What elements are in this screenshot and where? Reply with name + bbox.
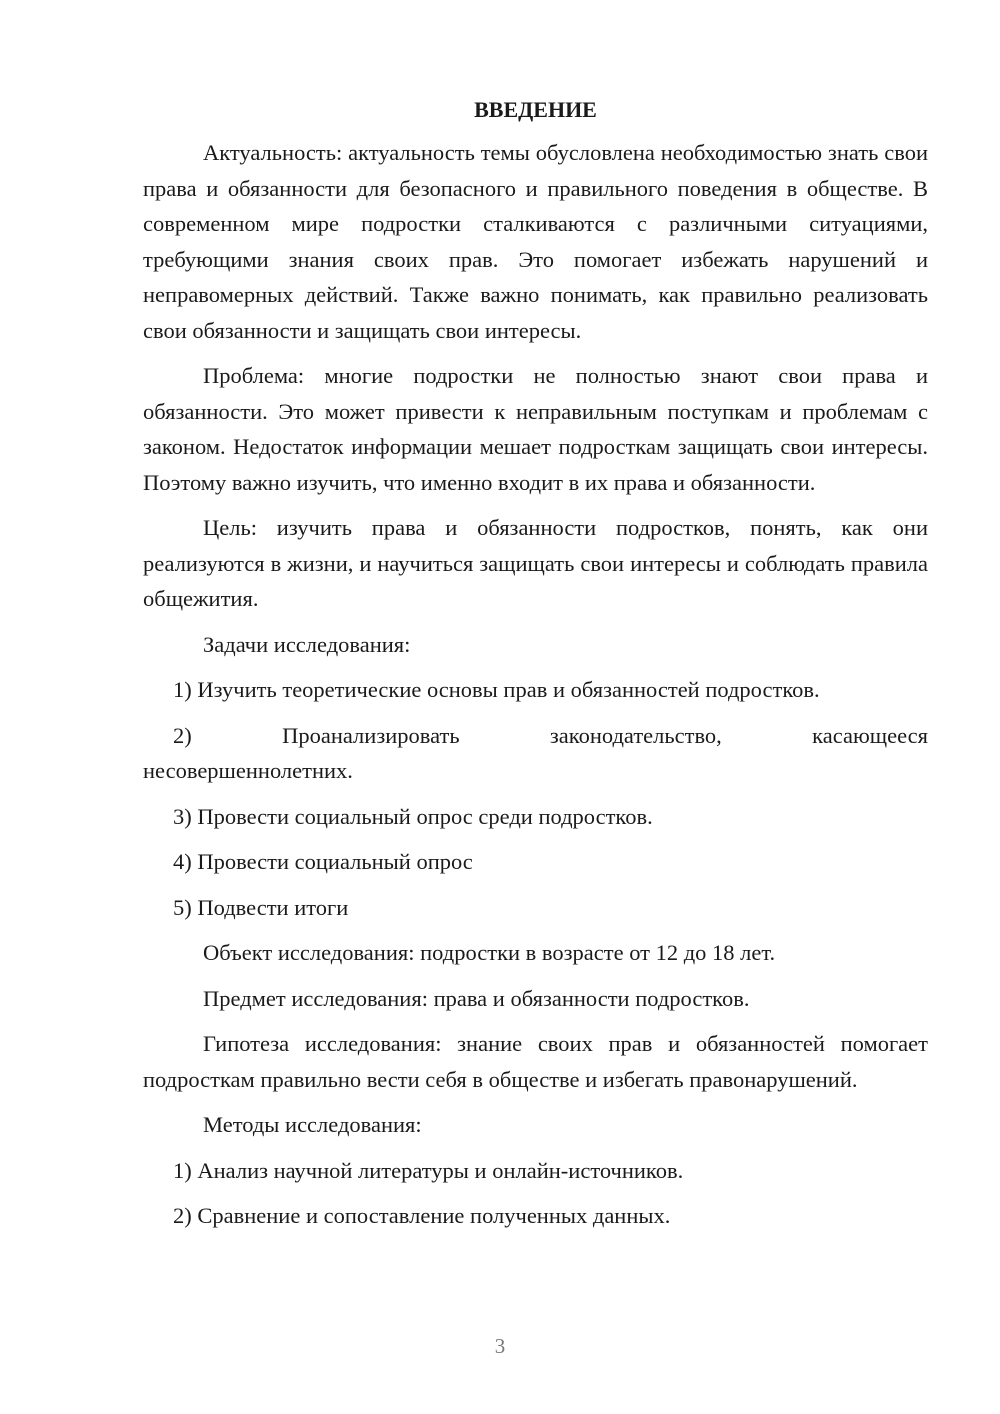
task-item-5: 5) Подвести итоги (173, 894, 349, 920)
page-title: ВВЕДЕНИЕ (474, 97, 597, 122)
task-item-2-word: законодательство, (549, 722, 722, 748)
goal-paragraph: Цель: изучить права и обязанности подростков, понять, как они реализуются в жизни, и научиться защищать свои интересы и соблюдать правила общежития. (143, 515, 928, 611)
object-line: Объект исследования: подростки в возрасте от 12 до 18 лет. (203, 940, 776, 965)
task-item-4: 4) Провести социальный опрос (173, 849, 473, 874)
method-item-1: 1) Анализ научной литературы и онлайн-источников. (173, 1157, 684, 1183)
methods-heading: Методы исследования: (203, 1112, 422, 1137)
page-number: 3 (494, 1334, 506, 1358)
method-item-2: 2) Сравнение и сопоставление полученных данных. (173, 1203, 671, 1228)
task-item-2-continuation: несовершеннолетних. (143, 758, 353, 783)
document-page (143, 92, 928, 1244)
task-item-2-word: 2) (173, 722, 192, 748)
task-item-2 (143, 718, 928, 789)
task-item-3: 3) Провести социальный опрос среди подростков. (173, 803, 653, 829)
task-item-1: 1) Изучить теоретические основы прав и обязанностей подростков. (173, 677, 820, 702)
task-item-2-word: касающееся (812, 722, 928, 748)
problem-paragraph: Проблема: многие подростки не полностью знают свои права и обязанности. Это может привести к неправильным поступкам и проблемам с законом. Недостаток информации мешает подросткам защищать свои интересы. Поэтому важно изучить, что именно входит в их права и обязанности. (143, 363, 928, 495)
task-item-2-first-line (143, 718, 928, 754)
hypothesis-paragraph: Гипотеза исследования: знание своих прав и обязанностей помогает подросткам правильно вести себя в обществе и избегать правонарушений. (143, 1031, 928, 1092)
relevance-paragraph: Актуальность: актуальность темы обусловлена необходимостью знать свои права и обязанности для безопасного и правильного поведения в обществе. В современном мире подростки сталкиваются с различными ситуациями, требующими знания своих прав. Это помогает избежать нарушений и неправомерных действий. Также важно понимать, как правильно реализовать свои обязанности и защищать свои интересы. (143, 140, 928, 343)
tasks-heading: Задачи исследования: (203, 631, 411, 657)
subject-line: Предмет исследования: права и обязанности подростков. (203, 985, 750, 1011)
task-item-2-word: Проанализировать (282, 722, 460, 748)
